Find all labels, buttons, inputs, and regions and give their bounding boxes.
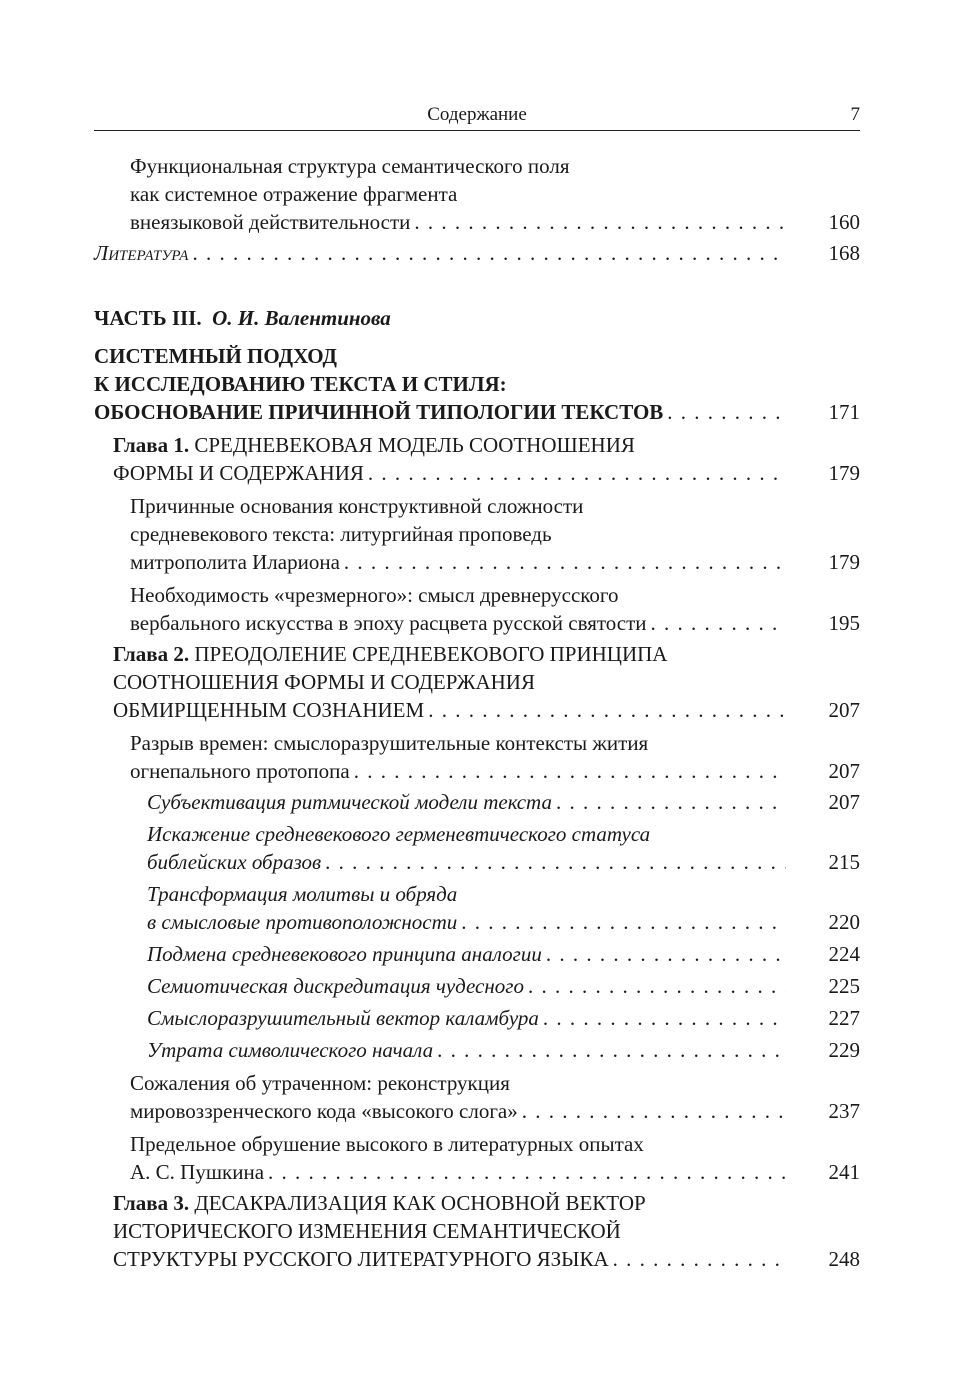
dot-leader bbox=[354, 757, 786, 785]
toc-page-number: 179 bbox=[828, 461, 860, 485]
toc-page-number: 225 bbox=[828, 974, 860, 998]
toc-page-number: 248 bbox=[828, 1247, 860, 1271]
toc-entry-line: библейских образов bbox=[147, 850, 322, 874]
toc-entry-line: СИСТЕМНЫЙ ПОДХОД bbox=[94, 344, 337, 368]
toc-entry-line: вербального искусства в эпоху расцвета русской святости bbox=[130, 611, 647, 635]
dot-leader bbox=[651, 609, 786, 637]
toc-entry-line: ФОРМЫ И СОДЕРЖАНИЯ bbox=[113, 461, 364, 485]
toc-page-number: 227 bbox=[828, 1006, 860, 1030]
toc-entry-subsection-symbolic[interactable] bbox=[94, 1036, 860, 1064]
toc-page-number: 207 bbox=[828, 790, 860, 814]
toc-entry-line: Подмена средневекового принципа аналогии bbox=[147, 942, 542, 966]
toc-entry-line: К ИССЛЕДОВАНИЮ ТЕКСТА И СТИЛЯ: bbox=[94, 372, 507, 396]
dot-leader bbox=[546, 940, 786, 968]
toc-entry-chapter-2[interactable] bbox=[94, 640, 860, 724]
toc-entry-literature[interactable] bbox=[94, 239, 860, 267]
toc-entry-line: внеязыковой действительности bbox=[130, 210, 411, 234]
toc-entry-chapter-3[interactable] bbox=[94, 1189, 860, 1273]
toc-entry-chapter-1[interactable] bbox=[94, 431, 860, 487]
header-title: Содержание bbox=[427, 104, 527, 125]
toc-entry-line: Трансформация молитвы и обряда bbox=[147, 882, 458, 906]
chapter-label: Глава 1. bbox=[113, 433, 190, 457]
dot-leader bbox=[368, 459, 786, 487]
toc-entry-line: огнепального протопопа bbox=[130, 759, 350, 783]
toc-page-number: 160 bbox=[828, 210, 860, 234]
toc-entry-section-pushkin[interactable] bbox=[94, 1130, 860, 1186]
dot-leader bbox=[344, 548, 786, 576]
toc-entry-line: СТРУКТУРЫ РУССКОГО ЛИТЕРАТУРНОГО ЯЗЫКА bbox=[113, 1247, 609, 1271]
toc-entry-subsection-analogy[interactable] bbox=[94, 940, 860, 968]
toc-entry-line: ОБМИРЩЕННЫМ СОЗНАНИЕМ bbox=[113, 698, 425, 722]
toc-entry-line: ДЕСАКРАЛИЗАЦИЯ КАК ОСНОВНОЙ ВЕКТОР bbox=[194, 1191, 646, 1215]
toc-entry-subsection-miracle[interactable] bbox=[94, 972, 860, 1000]
toc-entry-line: А. С. Пушкина bbox=[130, 1160, 265, 1184]
toc-entry-functional-structure[interactable] bbox=[94, 152, 860, 236]
dot-leader bbox=[414, 208, 786, 236]
toc-entry-line: СООТНОШЕНИЯ ФОРМЫ И СОДЕРЖАНИЯ bbox=[113, 670, 535, 694]
dot-leader bbox=[437, 1036, 786, 1064]
toc-entry-subsection-rhythm[interactable] bbox=[94, 788, 860, 816]
toc-entry-subsection-pun[interactable] bbox=[94, 1004, 860, 1032]
toc-entry-line: Функциональная структура семантического поля bbox=[130, 154, 570, 178]
toc-page-number: 215 bbox=[828, 850, 860, 874]
toc-page-number: 207 bbox=[828, 759, 860, 783]
toc-page-number: 241 bbox=[828, 1160, 860, 1184]
dot-leader bbox=[556, 788, 786, 816]
part-label: ЧАСТЬ III. bbox=[94, 306, 202, 330]
toc-entry-line: как системное отражение фрагмента bbox=[130, 182, 458, 206]
header-page-number: 7 bbox=[850, 104, 860, 125]
running-header bbox=[94, 104, 860, 131]
toc-page-number: 195 bbox=[828, 611, 860, 635]
toc-entry-section-rupture[interactable] bbox=[94, 729, 860, 785]
dot-leader bbox=[461, 908, 786, 936]
toc-page-number: 171 bbox=[828, 400, 860, 424]
toc-page-number: 179 bbox=[828, 550, 860, 574]
toc-entry-line: Предельное обрушение высокого в литературных опытах bbox=[130, 1132, 644, 1156]
dot-leader bbox=[325, 848, 786, 876]
toc-page-number: 229 bbox=[828, 1038, 860, 1062]
toc-entry-section-regret[interactable] bbox=[94, 1069, 860, 1125]
part-author: О. И. Валентинова bbox=[212, 306, 391, 330]
toc-page-number: 207 bbox=[828, 698, 860, 722]
toc-entry-subsection-biblical[interactable] bbox=[94, 820, 860, 876]
toc-page-number: 220 bbox=[828, 910, 860, 934]
table-of-contents bbox=[94, 152, 860, 1273]
toc-entry-section-ilarion[interactable] bbox=[94, 492, 860, 576]
toc-entry-line: ОБОСНОВАНИЕ ПРИЧИННОЙ ТИПОЛОГИИ ТЕКСТОВ bbox=[94, 400, 664, 424]
chapter-label: Глава 3. bbox=[113, 1191, 190, 1215]
toc-entry-line: Утрата символического начала bbox=[147, 1038, 434, 1062]
dot-leader bbox=[528, 972, 786, 1000]
toc-entry-line: Семиотическая дискредитация чудесного bbox=[147, 974, 524, 998]
toc-page-number: 168 bbox=[828, 241, 860, 265]
part-heading bbox=[94, 304, 860, 332]
dot-leader bbox=[192, 239, 786, 267]
toc-entry-part-title[interactable] bbox=[94, 342, 860, 426]
toc-page-number: 237 bbox=[828, 1099, 860, 1123]
toc-entry-line: Искажение средневекового герменевтического статуса bbox=[147, 822, 651, 846]
chapter-label: Глава 2. bbox=[113, 642, 190, 666]
toc-entry-line: средневекового текста: литургийная проповедь bbox=[130, 522, 552, 546]
dot-leader bbox=[428, 696, 786, 724]
toc-entry-line: мировоззренческого кода «высокого слога» bbox=[130, 1099, 518, 1123]
toc-entry-subsection-prayer[interactable] bbox=[94, 880, 860, 936]
toc-entry-title: Литература bbox=[94, 241, 189, 265]
toc-entry-line: Разрыв времен: смыслоразрушительные контексты жития bbox=[130, 731, 649, 755]
toc-entry-line: ПРЕОДОЛЕНИЕ СРЕДНЕВЕКОВОГО ПРИНЦИПА bbox=[194, 642, 668, 666]
toc-entry-line: митрополита Илариона bbox=[130, 550, 340, 574]
toc-page-number: 224 bbox=[828, 942, 860, 966]
dot-leader bbox=[268, 1158, 786, 1186]
toc-entry-line: Причинные основания конструктивной сложности bbox=[130, 494, 584, 518]
toc-entry-line: СРЕДНЕВЕКОВАЯ МОДЕЛЬ СООТНОШЕНИЯ bbox=[194, 433, 635, 457]
toc-entry-line: Смыслоразрушительный вектор каламбура bbox=[147, 1006, 539, 1030]
dot-leader bbox=[613, 1245, 786, 1273]
toc-entry-line: ИСТОРИЧЕСКОГО ИЗМЕНЕНИЯ СЕМАНТИЧЕСКОЙ bbox=[113, 1219, 621, 1243]
dot-leader bbox=[522, 1097, 786, 1125]
toc-entry-line: Необходимость «чрезмерного»: смысл древнерусского bbox=[130, 583, 619, 607]
toc-entry-line: Субъективация ритмической модели текста bbox=[147, 790, 552, 814]
toc-entry-line: Сожаления об утраченном: реконструкция bbox=[130, 1071, 510, 1095]
toc-entry-section-excessive[interactable] bbox=[94, 581, 860, 637]
dot-leader bbox=[543, 1004, 786, 1032]
dot-leader bbox=[667, 398, 786, 426]
toc-entry-line: в смысловые противоположности bbox=[147, 910, 458, 934]
